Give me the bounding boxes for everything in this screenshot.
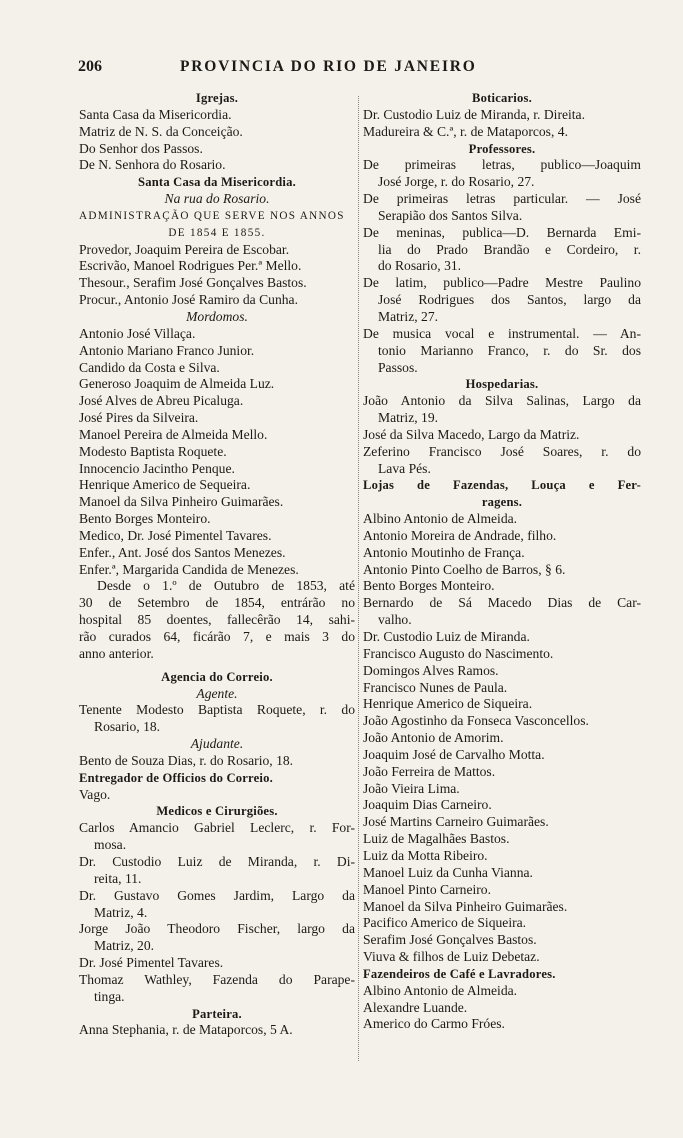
text-line: Provedor, Joaquim Pereira de Escobar. — [79, 241, 290, 257]
text-line: Modesto Baptista Roquete. — [79, 443, 227, 459]
text-line: Vago. — [79, 786, 111, 802]
text-line: Antonio Pinto Coelho de Barros, § 6. — [363, 561, 566, 577]
text-line: Thomaz Wathley, Fazenda do Parape- — [79, 971, 355, 987]
left-column — [79, 90, 355, 1039]
text-line: Matriz de N. S. da Conceição. — [79, 123, 243, 139]
text-line: Anna Stephania, r. de Mataporcos, 5 A. — [79, 1022, 293, 1038]
text-line: Rosario, 18. — [94, 719, 161, 735]
text-line: tinga. — [94, 988, 125, 1004]
column-divider — [358, 96, 359, 1061]
text-line: Manoel Pinto Carneiro. — [363, 881, 491, 897]
right-column — [363, 90, 641, 1033]
caps-line: ADMINISTRAÇÃO QUE SERVE NOS ANNOS — [79, 209, 345, 222]
text-line: Innocencio Jacintho Penque. — [79, 460, 235, 476]
text-line: De musica vocal e instrumental. — An- — [363, 325, 641, 341]
text-line: tonio Marianno Franco, r. do Sr. dos — [378, 342, 641, 358]
section-heading: Fazendeiros de Café e Lavradores. — [363, 966, 556, 981]
text-line: Viuva & filhos de Luiz Debetaz. — [363, 949, 540, 965]
text-line: Dr. José Pimentel Tavares. — [79, 955, 224, 971]
subheading: Ajudante. — [190, 736, 244, 752]
text-line: Enfer.ª, Margarida Candida de Menezes. — [79, 561, 299, 577]
text-line: João Agostinho da Fonseca Vasconcellos. — [363, 713, 589, 729]
text-line: Passos. — [378, 359, 418, 375]
text-line: 30 de Setembro de 1854, entrárão no — [79, 595, 355, 611]
text-line: Luiz de Magalhães Bastos. — [363, 831, 510, 847]
text-line: Pacifico Americo de Siqueira. — [363, 915, 527, 931]
section-heading: ragens. — [481, 495, 523, 510]
text-line: Albino Antonio de Almeida. — [363, 511, 518, 527]
text-line: João Vieira Lima. — [363, 780, 460, 796]
text-line: Antonio José Villaça. — [79, 325, 196, 341]
text-line: Manoel da Silva Pinheiro Guimarães. — [363, 898, 568, 914]
text-line: Do Senhor dos Passos. — [79, 140, 203, 156]
text-line: Dr. Custodio Luiz de Miranda. — [363, 629, 530, 644]
text-line: valho. — [378, 612, 412, 628]
text-line: João Antonio de Amorim. — [363, 730, 504, 746]
text-line: José Alves de Abreu Picaluga. — [79, 393, 244, 409]
text-line: lia do Prado Brandão e Cordeiro, r. — [378, 241, 641, 257]
text-line: Francisco Augusto do Nascimento. — [363, 645, 554, 661]
section-heading: Agencia do Correio. — [161, 669, 273, 684]
subheading: Agente. — [196, 685, 238, 701]
text-line: José Jorge, r. do Rosario, 27. — [378, 174, 535, 190]
text-line: Lava Pés. — [378, 460, 431, 476]
subheading: Na rua do Rosario. — [164, 191, 270, 207]
text-line: Dr. Custodio Luiz de Miranda, r. Di- — [79, 853, 355, 869]
text-line: De primeiras letras, publico—Joaquim — [363, 157, 641, 173]
text-line: José Rodrigues dos Santos, largo da — [378, 292, 641, 308]
text-line: De meninas, publica—D. Bernarda Emi- — [363, 224, 641, 240]
text-line: José Martins Carneiro Guimarães. — [363, 814, 549, 830]
text-line: Serafim José Gonçalves Bastos. — [363, 932, 537, 948]
page-header — [78, 58, 648, 80]
text-line: do Rosario, 31. — [378, 258, 462, 274]
section-heading: Medicos e Cirurgiões. — [156, 804, 278, 819]
text-line: Zeferino Francisco José Soares, r. do — [363, 443, 641, 459]
text-line: rão curados 64, ficárão 7, e mais 3 do — [79, 629, 355, 644]
text-line: Antonio Moreira de Andrade, filho. — [363, 527, 557, 543]
section-heading: Parteira. — [192, 1006, 242, 1021]
caps-line: DE 1854 E 1855. — [168, 226, 266, 239]
text-line: reita, 11. — [94, 870, 142, 886]
text-line: Manoel Pereira de Almeida Mello. — [79, 426, 268, 442]
section-heading: Entregador de Officios do Correio. — [79, 770, 273, 785]
text-line: Serapião dos Santos Silva. — [378, 207, 523, 223]
text-line: Henrique Americo de Siqueira. — [363, 696, 533, 712]
text-line: Enfer., Ant. José dos Santos Menezes. — [79, 544, 286, 560]
text-line: Francisco Nunes de Paula. — [363, 679, 508, 695]
text-line: Procur., Antonio José Ramiro da Cunha. — [79, 292, 298, 308]
text-line: Manoel Luiz da Cunha Vianna. — [363, 864, 533, 880]
text-line: Medico, Dr. José Pimentel Tavares. — [79, 527, 272, 543]
text-line: Alexandre Luande. — [363, 999, 468, 1015]
text-line: Carlos Amancio Gabriel Leclerc, r. For- — [79, 820, 355, 836]
text-line: José da Silva Macedo, Largo da Matriz. — [363, 426, 580, 442]
text-line: Bernardo de Sá Macedo Dias de Car- — [363, 595, 641, 611]
text-line: De latim, publico—Padre Mestre Paulino — [363, 275, 641, 291]
text-line: João Ferreira de Mattos. — [363, 763, 496, 779]
text-line: Jorge João Theodoro Fischer, largo da — [79, 921, 355, 937]
text-line: João Antonio da Silva Salinas, Largo da — [363, 393, 641, 409]
text-line: Tenente Modesto Baptista Roquete, r. do — [79, 702, 355, 718]
text-line: Bento Borges Monteiro. — [363, 578, 495, 594]
text-line: Dr. Gustavo Gomes Jardim, Largo da — [79, 887, 355, 903]
text-line: Generoso Joaquim de Almeida Luz. — [79, 376, 275, 392]
page-number: 206 — [78, 58, 102, 75]
text-line: Matriz, 27. — [378, 308, 439, 324]
text-line: Bento Borges Monteiro. — [79, 511, 211, 527]
text-line: Madureira & C.ª, r. de Mataporcos, 4. — [363, 123, 568, 139]
text-line: Joaquim José de Carvalho Motta. — [363, 746, 545, 762]
text-line: Thesour., Serafim José Gonçalves Bastos. — [79, 275, 307, 291]
section-heading: Lojas de Fazendas, Louça e Fer- — [363, 478, 641, 493]
running-title: PROVINCIA DO RIO DE JANEIRO — [180, 58, 477, 75]
text-line: Dr. Custodio Luiz de Miranda, r. Direita. — [363, 106, 585, 122]
text-line: Candido da Costa e Silva. — [79, 359, 220, 375]
section-heading: Boticarios. — [472, 91, 532, 105]
text-line: Luiz da Motta Ribeiro. — [363, 847, 488, 863]
text-line: mosa. — [94, 837, 127, 853]
text-line: anno anterior. — [79, 645, 154, 661]
text-line: Escrivão, Manoel Rodrigues Per.ª Mello. — [79, 258, 302, 274]
text-line: Matriz, 4. — [94, 904, 148, 920]
text-line: Santa Casa da Misericordia. — [79, 106, 232, 122]
text-line: Matriz, 19. — [378, 410, 439, 426]
text-line: Americo do Carmo Fróes. — [363, 1016, 505, 1032]
text-line: De primeiras letras particular. — José — [363, 191, 641, 207]
text-line: Antonio Moutinho de França. — [363, 544, 525, 560]
text-line: Albino Antonio de Almeida. — [363, 982, 518, 998]
section-heading: Professores. — [468, 141, 536, 156]
text-line: hospital 85 doentes, fallecêrão 14, sahi- — [79, 612, 355, 628]
text-line: Henrique Americo de Sequeira. — [79, 477, 251, 493]
text-line: De N. Senhora do Rosario. — [79, 157, 226, 173]
subheading: Mordomos. — [186, 308, 248, 324]
text-line: Joaquim Dias Carneiro. — [363, 797, 492, 813]
section-heading: Santa Casa da Misericordia. — [138, 175, 296, 190]
text-line: Desde o 1.º de Outubro de 1853, até — [97, 578, 355, 594]
text-line: Bento de Souza Dias, r. do Rosario, 18. — [79, 752, 294, 768]
text-line: Manoel da Silva Pinheiro Guimarães. — [79, 494, 284, 510]
section-heading: Hospedarias. — [465, 377, 539, 392]
text-line: Antonio Mariano Franco Junior. — [79, 342, 255, 358]
text-line: Matriz, 20. — [94, 938, 155, 954]
text-line: Domingos Alves Ramos. — [363, 662, 499, 678]
section-heading: Igrejas. — [195, 91, 239, 105]
text-line: José Pires da Silveira. — [79, 410, 199, 426]
